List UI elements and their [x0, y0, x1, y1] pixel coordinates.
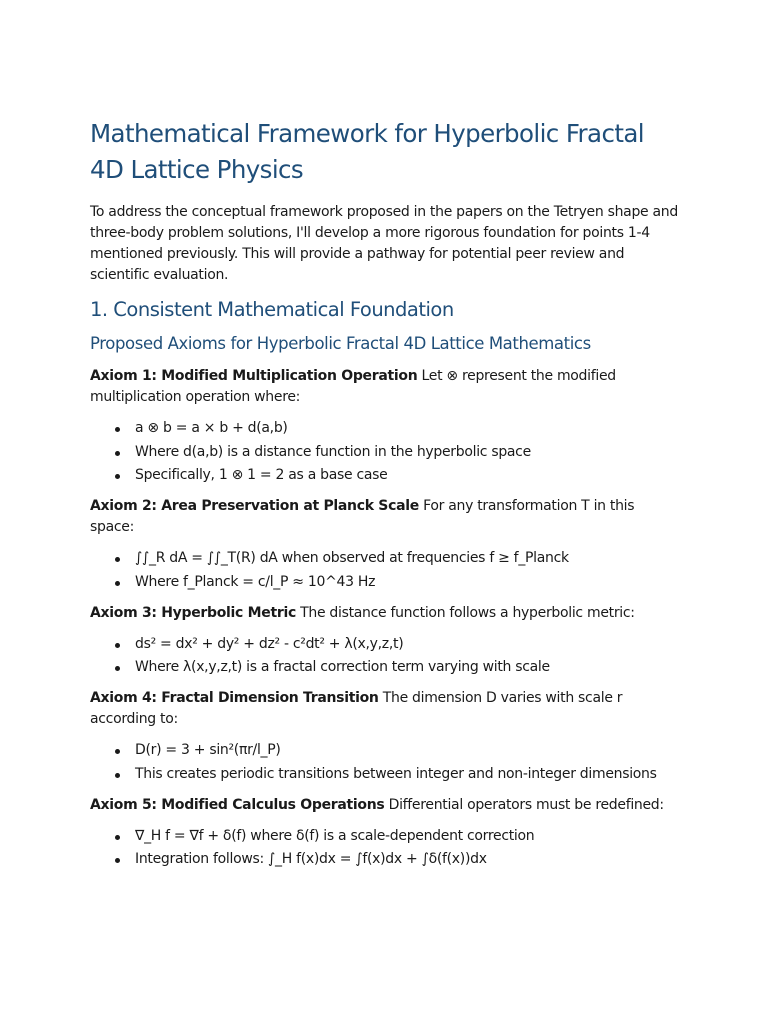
axiom-2-text: For any transformation T in this space: [90, 498, 635, 535]
list-item: ds² = dx² + dy² + dz² - c²dt² + λ(x,y,z,t) [135, 634, 682, 655]
document-title: Mathematical Framework for Hyperbolic Fractal 4D Lattice Physics [90, 119, 644, 184]
axiom-5-text: Differential operators must be redefined: [384, 796, 664, 813]
list-item: Where f_Planck = c/l_P ≈ 10^43 Hz [135, 572, 682, 593]
axiom-5-list [90, 826, 682, 871]
axiom-3-paragraph [90, 603, 682, 624]
axiom-2-paragraph [90, 496, 682, 538]
list-item: Where d(a,b) is a distance function in the hyperbolic space [135, 442, 682, 463]
list-item: a ⊗ b = a × b + d(a,b) [135, 418, 682, 439]
list-item: ∇_H f = ∇f + δ(f) where δ(f) is a scale-dependent correction [135, 826, 682, 847]
list-item: Specifically, 1 ⊗ 1 = 2 as a base case [135, 465, 682, 486]
list-item: D(r) = 3 + sin²(πr/l_P) [135, 740, 682, 761]
list-item: Where λ(x,y,z,t) is a fractal correction term varying with scale [135, 657, 682, 678]
intro-paragraph: To address the conceptual framework proposed in the papers on the Tetryen shape and three-body problem solutions, I'll develop a more rigorous foundation for points 1-4 mentioned previously. This will provide a pathway for potential peer review and scientific evaluation. [90, 204, 678, 283]
axiom-2-list [90, 548, 682, 593]
axiom-1-title: Axiom 1: Modified Multiplication Operation [90, 368, 418, 384]
axiom-4-text: The dimension D varies with scale r according to: [90, 690, 623, 727]
axiom-4-list [90, 740, 682, 785]
axiom-4-paragraph [90, 688, 682, 730]
axiom-3-list [90, 634, 682, 679]
axiom-1-text: Let ⊗ represent the modified multiplication operation where: [90, 368, 616, 405]
axiom-5-paragraph [90, 795, 682, 816]
axiom-5-title: Axiom 5: Modified Calculus Operations [90, 796, 385, 813]
axiom-3-title: Axiom 3: Hyperbolic Metric [90, 604, 296, 621]
section-heading: 1. Consistent Mathematical Foundation [90, 298, 454, 321]
axiom-3-text: The distance function follows a hyperbolic metric: [295, 604, 635, 621]
section-subheading: Proposed Axioms for Hyperbolic Fractal 4D Lattice Mathematics [90, 334, 591, 353]
list-item: This creates periodic transitions between integer and non-integer dimensions [135, 764, 682, 785]
list-item: ∫∫_R dA = ∫∫_T(R) dA when observed at frequencies f ≥ f_Planck [135, 548, 682, 569]
axiom-1-list [90, 418, 682, 486]
axiom-2-title: Axiom 2: Area Preservation at Planck Scale [90, 498, 419, 514]
list-item: Integration follows: ∫_H f(x)dx = ∫f(x)dx + ∫δ(f(x))dx [135, 849, 682, 870]
axiom-1-paragraph [90, 366, 682, 408]
axiom-4-title: Axiom 4: Fractal Dimension Transition [90, 690, 379, 706]
document-page [90, 116, 682, 880]
